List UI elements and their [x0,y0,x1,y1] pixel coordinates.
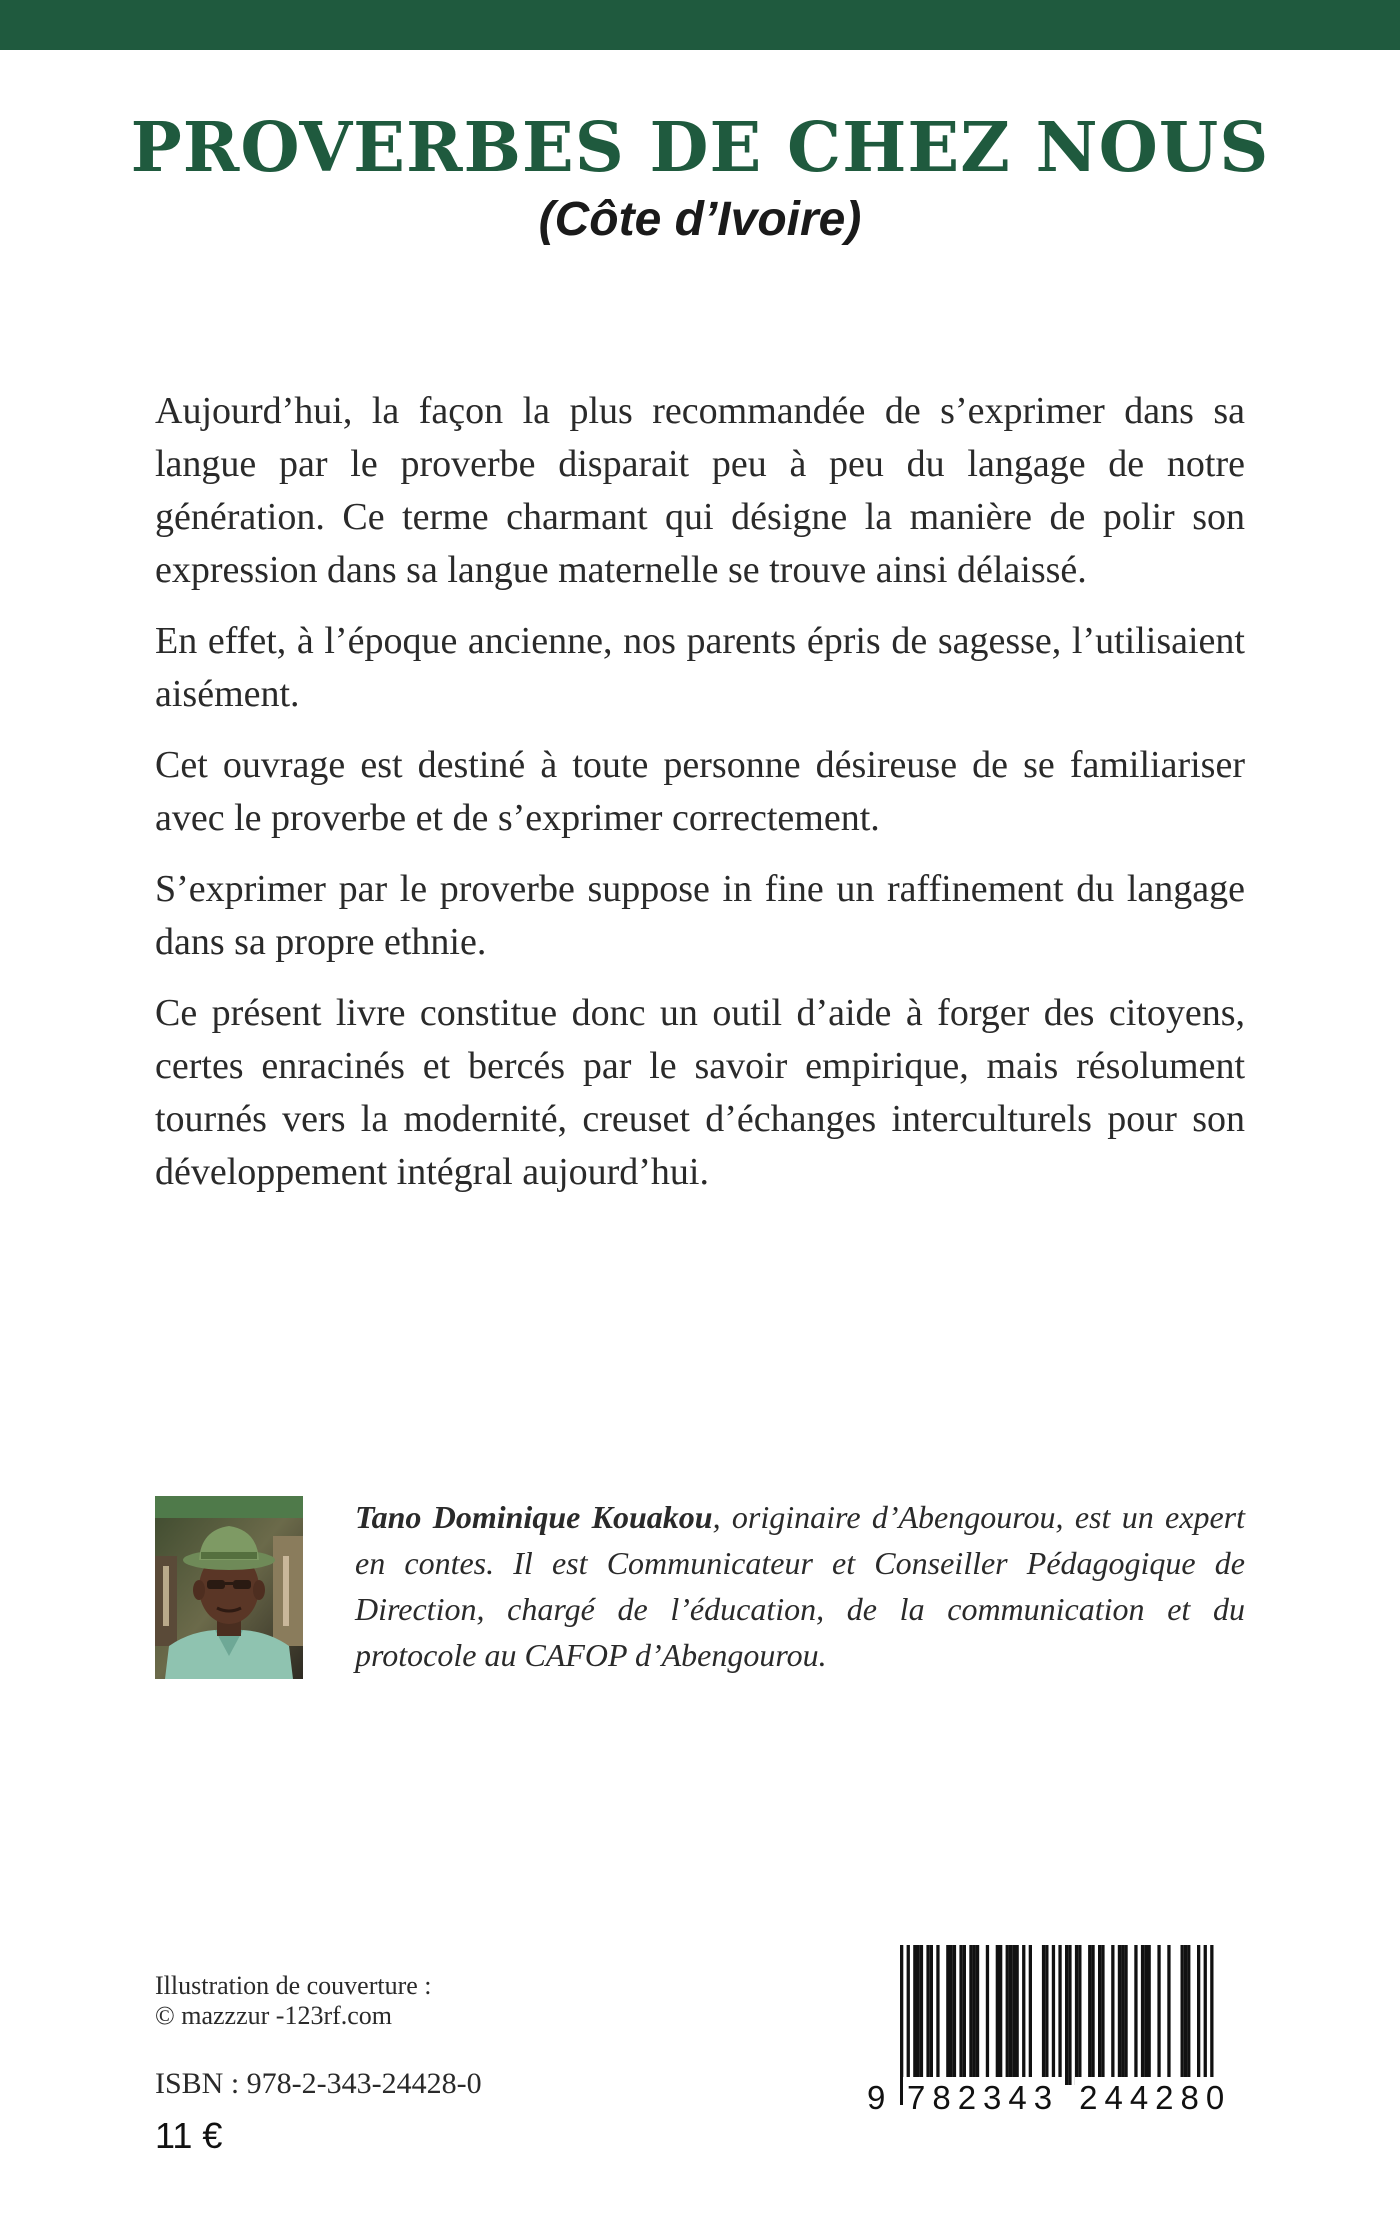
blurb-paragraph: En effet, à l’époque ancienne, nos parents épris de sagesse, l’utilisaient aisément. [155,620,1245,715]
barcode-bar [1184,1945,1187,2085]
barcode-bar [930,1945,933,2085]
author-photo [155,1496,303,1679]
barcode-bar [973,1945,976,2085]
blurb-paragraph: Ce présent livre constitue donc un outil d’aide à forger des citoyens, certes enracinés et bercés par le savoir empirique, mais résolument tournés vers la modernité, creuset d’échanges interculturels pour son développement intégral aujourd’hui. [155,992,1245,1193]
barcode-left-group: 782343 [903,2077,1063,2119]
book-title: PROVERBES DE CHEZ NOUS [130,108,1270,188]
author-bio [355,1494,1245,1678]
barcode-bar [1088,1945,1091,2085]
barcode-bar [926,1945,929,2085]
barcode-bar [1101,1945,1104,2085]
barcode-bar [1181,1945,1184,2085]
blurb-paragraph: Aujourd’hui, la façon la plus recommandée de s’exprimer dans sa langue par le proverbe disparait peu à peu du langage de notre génération. Ce terme charmant qui désigne la manière de polir son expression dans sa langue maternelle se trouve ainsi délaissé. [155,390,1245,591]
barcode-bar [1045,1945,1048,2085]
barcode-bar [986,1945,989,2085]
barcode-bar [913,1945,916,2085]
back-cover-blurb [155,385,1245,1217]
barcode-bar [917,1945,920,2085]
barcode-bar [1016,1945,1019,2085]
barcode-bar [1148,1945,1151,2085]
barcode-bar [1075,1945,1078,2085]
barcode-bar [969,1945,972,2085]
barcode-bar [1111,1945,1114,2085]
barcode-bar [1068,1945,1071,2085]
cover-illustration-credits [155,1971,432,2031]
barcode-bar [953,1945,956,2085]
barcode-bar [959,1945,962,2085]
barcode-bar [1134,1945,1137,2085]
blurb-paragraph: Cet ouvrage est destiné à toute personne désireuse de se familiariser avec le proverbe et de s’exprimer correctement. [155,744,1245,839]
barcode-bar [946,1945,949,2085]
barcode-bar [1091,1945,1094,2085]
book-subtitle: (Côte d’Ivoire) [538,193,862,246]
barcode-bar [936,1945,939,2085]
barcode-bar [1065,1945,1068,2085]
author-name: Tano Dominique Kouakou [355,1499,713,1535]
barcode-bar [1042,1945,1045,2085]
barcode-first-digit: 9 [867,2079,886,2116]
barcode-bar [1187,1945,1190,2085]
barcode-bar [999,1945,1002,2085]
author-bio-text: , originaire d’Abengourou, est un expert en contes. Il est Communicateur et Conseiller Pédagogique de Direction, chargé de l’éducation, de la communication et du protocole au CAFOP d’Abengourou. [355,1499,1246,1673]
barcode-bar [1012,1945,1015,2085]
barcode-right-group: 244280 [1075,2077,1235,2119]
barcode-bar [1029,1945,1032,2085]
barcode-bar [920,1945,923,2085]
barcode [865,1945,1250,2125]
barcode-bar [1078,1945,1081,2085]
barcode-bar [1098,1945,1101,2085]
price: 11 € [155,2115,223,2156]
barcode-bar [950,1945,953,2085]
author-portrait-illustration [155,1496,303,1679]
barcode-bar [1197,1945,1200,2085]
barcode-bar [1124,1945,1127,2085]
credits-label: Illustration de couverture : [155,1971,432,2000]
barcode-digits [865,2077,1250,2119]
barcode-bar [976,1945,979,2085]
barcode-bar [1157,1945,1160,2085]
barcode-bar [963,1945,966,2085]
barcode-bar [1022,1945,1025,2085]
barcode-bar [996,1945,999,2085]
credits-source: © mazzzur -123rf.com [155,2001,393,2030]
top-color-band [0,0,1400,50]
barcode-bar [1118,1945,1121,2085]
barcode-bar [1141,1945,1144,2085]
barcode-bar [1167,1945,1170,2085]
blurb-paragraph: S’exprimer par le proverbe suppose in fine un raffinement du langage dans sa propre ethnie. [155,868,1245,963]
barcode-bar [1144,1945,1147,2085]
barcode-bar [1006,1945,1009,2085]
barcode-bar [1009,1945,1012,2085]
barcode-bar [1121,1945,1124,2085]
isbn: ISBN : 978-2-343-24428-0 [155,2067,482,2100]
